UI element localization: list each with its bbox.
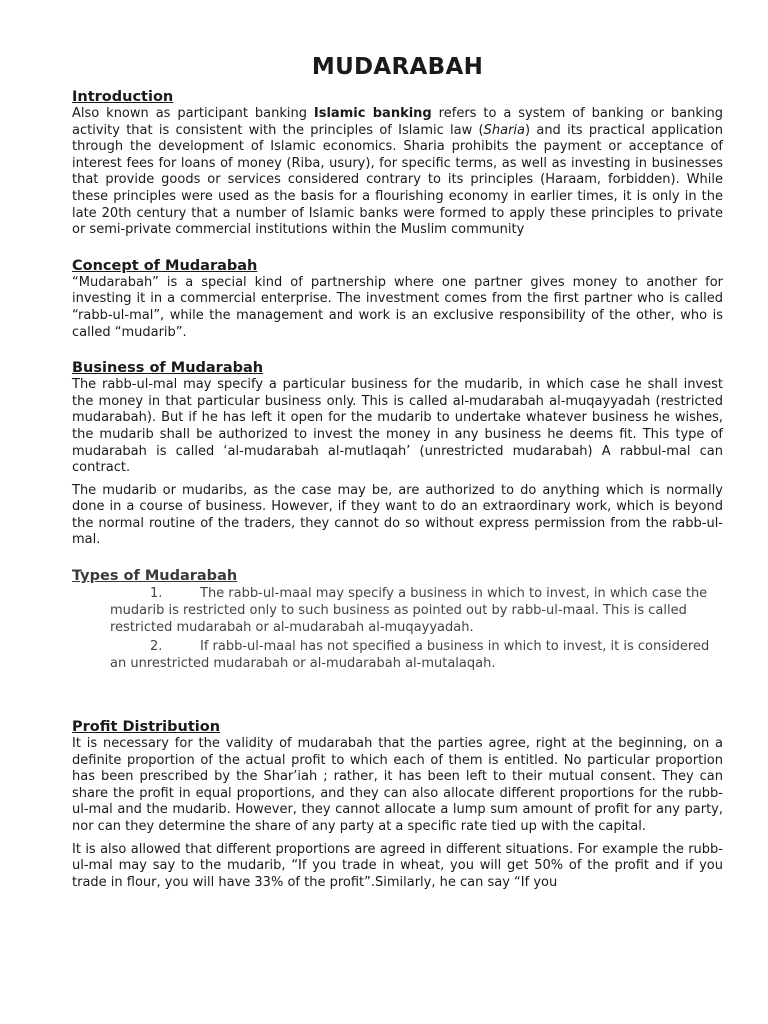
spacer [72,690,723,718]
intro-text-2: refers to a system of banking or banking activity that is consistent with the principles of Islamic law ( [72,106,723,138]
concept-paragraph: “Mudarabah” is a special kind of partnership where one partner gives money to another for investing it in a commercial enterprise. The investment comes from the first partner who is called “rabb-ul-mal”, while the management and work is an exclusive responsibility of the other, who is called “mudarib”. [72,274,723,340]
page-title: MUDARABAH [311,54,484,80]
list-item [72,638,723,672]
intro-bold-term: Islamic banking [313,106,432,121]
intro-text-1: Also known as participant banking [72,106,314,121]
list-item-text: The rabb-ul-maal may specify a business in which to invest, in which case the mudarib is restricted only to such business as pointed out by rabb-ul-maal. This is called restricted mudarabah or al-mudarabah al-muqayyadah. [110,586,708,636]
profit-heading: Profit Distribution [72,719,221,736]
concept-section [72,257,723,341]
introduction-heading: Introduction [72,89,174,105]
profit-paragraph-2: It is also allowed that different proportions are agreed in different situations. For example the rubb-ul-mal may say to the mudarib, “If you trade in wheat, you will get 50% of the profit and if you trade in flour, you will have 33% of the profit”.Similarly, he can say “If you [72,841,723,890]
list-item-number: 1. [150,586,163,602]
profit-paragraph-1: It is necessary for the validity of mudarabah that the parties agree, right at the beginning, on a definite proportion of the actual profit to which each of them is entitled. No particular proportion has been prescribed by the Shar’iah ; rather, it has been left to their mutual consent. They can share the profit in equal proportions, and they can also allocate different proportions for the rubb-ul-mal and the mudarib. However, they cannot allocate a lump sum amount of profit for any party, nor can they determine the share of any party at a specific rate tied up with the capital. [72,736,723,835]
introduction-paragraph [72,106,723,239]
business-section [72,359,723,549]
business-paragraph-2: The mudarib or mudaribs, as the case may be, are authorized to do anything which is normally done in a course of business. However, if they want to do an extraordinary work, which is beyond the normal routine of the traders, they cannot do so without express permission from the rabb-ul-mal. [72,482,723,548]
intro-italic-term: Sharia [483,122,525,138]
concept-heading: Concept of Mudarabah [72,257,258,274]
profit-section [72,718,723,891]
document-page [72,54,723,909]
types-heading: Types of Mudarabah [72,568,238,585]
business-heading: Business of Mudarabah [72,360,264,377]
introduction-section [72,88,723,239]
types-section [72,567,723,672]
business-paragraph-1: The rabb-ul-mal may specify a particular business for the mudarib, in which case he shall invest the money in that particular business only. This is called al-mudarabah al-muqayyadah (restricted mudarabah). But if he has left it open for the mudarib to undertake whatever business he wishes, the mudarib shall be authorized to invest the money in any business he deems fit. This type of mudarabah is called ‘al-mudarabah al-mutlaqah’ (unrestricted mudarabah) A rabbul-mal can contract. [72,377,723,476]
intro-text-3: ) and its practical application through the development of Islamic economics. Sharia prohibits the payment or acceptance of interest fees for loans of money (Riba, usury), for specific terms, as well as investing in businesses that provide goods or services considered contrary to its principles (Haraam, forbidden). While these principles were used as the basis for a flourishing economy in earlier times, it is only in the late 20th century that a number of Islamic banks were formed to apply these principles to private or semi-private commercial institutions within the Muslim community [72,122,723,238]
list-item-number: 2. [150,639,163,655]
list-item-text: If rabb-ul-maal has not specified a business in which to invest, it is considered an unrestricted mudarabah or al-mudarabah al-mutalaqah. [110,639,710,672]
list-item [72,585,723,636]
